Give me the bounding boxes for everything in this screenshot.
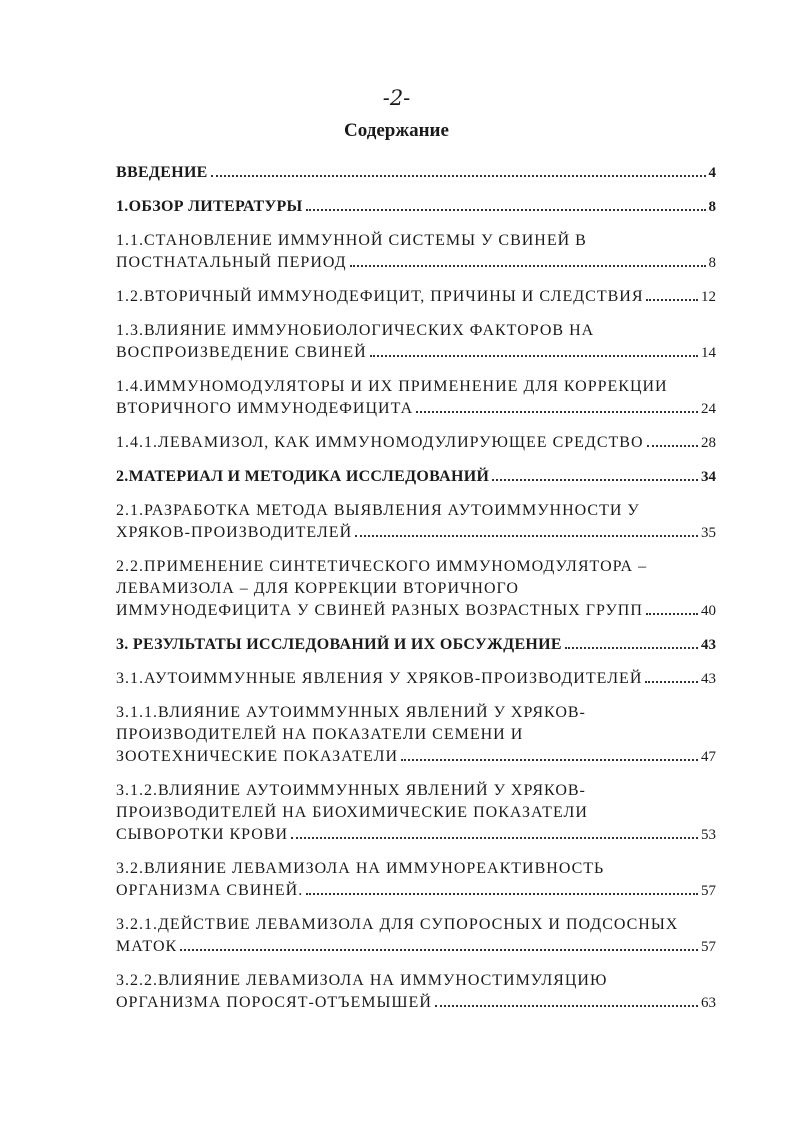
toc-entry-row <box>116 600 716 622</box>
toc-entry-row <box>116 668 716 690</box>
toc-page-number: 34 <box>701 469 716 485</box>
toc-entry-text: 3.2.2.ВЛИЯНИЕ ЛЕВАМИЗОЛА НА ИММУНОСТИМУЛЯЦИЮ <box>116 972 608 989</box>
toc-entry-row <box>116 992 716 1014</box>
toc-dot-leader <box>646 613 698 615</box>
toc-page-number: 47 <box>701 749 716 765</box>
toc-entry-row <box>116 432 716 454</box>
toc-entry <box>116 320 716 364</box>
toc-entry <box>116 286 716 308</box>
toc-entry-text: ИММУНОДЕФИЦИТА У СВИНЕЙ РАЗНЫХ ВОЗРАСТНЫХ ГРУПП <box>116 602 643 619</box>
toc-dot-leader <box>416 411 698 413</box>
toc-entry <box>116 914 716 958</box>
page-title: Содержание <box>344 120 449 141</box>
toc-entry <box>116 196 716 218</box>
toc-entry <box>116 858 716 902</box>
toc-dot-leader <box>350 265 706 267</box>
toc-page-number: 57 <box>701 883 716 899</box>
toc-entry-text: ХРЯКОВ-ПРОИЗВОДИТЕЛЕЙ <box>116 524 353 541</box>
toc-entry <box>116 500 716 544</box>
toc-entry <box>116 466 716 488</box>
toc-entry-row <box>116 342 716 364</box>
toc-page-number: 28 <box>701 435 716 451</box>
toc-entry-text: ПОСТНАТАЛЬНЫЙ ПЕРИОД <box>116 254 347 271</box>
toc-entry-text: 1.3.ВЛИЯНИЕ ИММУНОБИОЛОГИЧЕСКИХ ФАКТОРОВ НА <box>116 322 595 339</box>
toc-entry-text: ВТОРИЧНОГО ИММУНОДЕФИЦИТА <box>116 400 414 417</box>
toc-entry-text: 1.2.ВТОРИЧНЫЙ ИММУНОДЕФИЦИТ, ПРИЧИНЫ И СЛЕДСТВИЯ <box>116 288 644 305</box>
toc-entry-text: 3. РЕЗУЛЬТАТЫ ИССЛЕДОВАНИЙ И ИХ ОБСУЖДЕНИЕ <box>116 636 562 653</box>
toc-entry-text: 3.2.1.ДЕЙСТВИЕ ЛЕВАМИЗОЛА ДЛЯ СУПОРОСНЫХ И ПОДСОСНЫХ <box>116 916 679 933</box>
toc-entry <box>116 634 716 656</box>
toc-dot-leader <box>291 837 698 839</box>
toc-entry-text: 2.1.РАЗРАБОТКА МЕТОДА ВЫЯВЛЕНИЯ АУТОИММУННОСТИ У <box>116 502 640 519</box>
toc-page-number: 63 <box>701 995 716 1011</box>
toc-entry-text: СЫВОРОТКИ КРОВИ <box>116 826 289 843</box>
toc-page-number: 40 <box>701 603 716 619</box>
toc-page-number: 8 <box>708 199 716 215</box>
toc-dot-leader <box>370 355 698 357</box>
toc-entry-row <box>116 162 716 184</box>
toc-entry-row <box>116 252 716 274</box>
toc-entry-text: 3.1.2.ВЛИЯНИЕ АУТОИММУННЫХ ЯВЛЕНИЙ У ХРЯКОВ- <box>116 782 586 799</box>
toc-page-number: 24 <box>701 401 716 417</box>
toc-entry-text: ПРОИЗВОДИТЕЛЕЙ НА БИОХИМИЧЕСКИЕ ПОКАЗАТЕЛИ <box>116 804 588 821</box>
toc-entry-row <box>116 936 716 958</box>
toc-entry <box>116 162 716 184</box>
toc-entry <box>116 970 716 1014</box>
toc-entry-text: 1.4.ИММУНОМОДУЛЯТОРЫ И ИХ ПРИМЕНЕНИЕ ДЛЯ КОРРЕКЦИИ <box>116 378 668 395</box>
toc-entry-text: ЛЕВАМИЗОЛА – ДЛЯ КОРРЕКЦИИ ВТОРИЧНОГО <box>116 580 519 597</box>
toc-entry <box>116 230 716 274</box>
toc-entry-text: 3.2.ВЛИЯНИЕ ЛЕВАМИЗОЛА НА ИММУНОРЕАКТИВНОСТЬ <box>116 860 605 877</box>
toc-entry-text: 2.2.ПРИМЕНЕНИЕ СИНТЕТИЧЕСКОГО ИММУНОМОДУЛЯТОРА – <box>116 558 648 575</box>
toc-entry-text: 1.ОБЗОР ЛИТЕРАТУРЫ <box>116 198 303 215</box>
toc-dot-leader <box>180 949 698 951</box>
toc-dot-leader <box>401 759 698 761</box>
toc-page-number: 14 <box>701 345 716 361</box>
toc-dot-leader <box>645 681 698 683</box>
toc-entry-row <box>116 286 716 308</box>
toc-entry <box>116 780 716 846</box>
toc-entry-row <box>116 466 716 488</box>
toc-page-number: 4 <box>708 165 716 181</box>
toc-entry-row <box>116 824 716 846</box>
toc-entry-row <box>116 746 716 768</box>
toc-dot-leader <box>306 209 706 211</box>
toc-entry <box>116 668 716 690</box>
toc-dot-leader <box>646 299 698 301</box>
toc-entry-row <box>116 196 716 218</box>
toc-dot-leader <box>492 479 698 481</box>
toc-page-number: 12 <box>701 289 716 305</box>
toc-page-number: 8 <box>708 255 716 271</box>
toc-entry-text: 3.1.АУТОИММУННЫЕ ЯВЛЕНИЯ У ХРЯКОВ-ПРОИЗВОДИТЕЛЕЙ <box>116 670 643 687</box>
toc-entry-text: МАТОК <box>116 938 178 955</box>
toc-entry <box>116 376 716 420</box>
table-of-contents <box>116 162 716 1026</box>
toc-entry-row <box>116 398 716 420</box>
toc-entry-text: ВВЕДЕНИЕ <box>116 164 208 181</box>
toc-entry-text: 1.4.1.ЛЕВАМИЗОЛ, КАК ИММУНОМОДУЛИРУЮЩЕЕ СРЕДСТВО <box>116 434 644 451</box>
toc-dot-leader <box>306 893 698 895</box>
toc-entry <box>116 556 716 622</box>
toc-entry-text: 1.1.СТАНОВЛЕНИЕ ИММУННОЙ СИСТЕМЫ У СВИНЕЙ В <box>116 232 587 249</box>
toc-page-number: 35 <box>701 525 716 541</box>
toc-page-number: 43 <box>701 637 716 653</box>
toc-entry-text: ЗООТЕХНИЧЕСКИЕ ПОКАЗАТЕЛИ <box>116 748 399 765</box>
toc-entry-text: ОРГАНИЗМА ПОРОСЯТ-ОТЪЕМЫШЕЙ <box>116 994 432 1011</box>
toc-entry <box>116 702 716 768</box>
toc-entry-text: ОРГАНИЗМА СВИНЕЙ. <box>116 882 304 899</box>
toc-dot-leader <box>211 175 706 177</box>
toc-dot-leader <box>355 535 698 537</box>
toc-entry-row <box>116 522 716 544</box>
page-number: -2- <box>382 86 411 110</box>
toc-page-number: 53 <box>701 827 716 843</box>
toc-dot-leader <box>565 647 698 649</box>
toc-entry-row <box>116 634 716 656</box>
toc-dot-leader <box>647 445 698 447</box>
toc-entry-text: ПРОИЗВОДИТЕЛЕЙ НА ПОКАЗАТЕЛИ СЕМЕНИ И <box>116 726 524 743</box>
toc-page-number: 43 <box>701 671 716 687</box>
toc-entry-row <box>116 880 716 902</box>
toc-dot-leader <box>435 1005 698 1007</box>
toc-page-number: 57 <box>701 939 716 955</box>
toc-entry-text: 3.1.1.ВЛИЯНИЕ АУТОИММУННЫХ ЯВЛЕНИЙ У ХРЯКОВ- <box>116 704 586 721</box>
toc-entry-text: 2.МАТЕРИАЛ И МЕТОДИКА ИССЛЕДОВАНИЙ <box>116 468 490 485</box>
toc-entry-text: ВОСПРОИЗВЕДЕНИЕ СВИНЕЙ <box>116 344 367 361</box>
toc-entry <box>116 432 716 454</box>
